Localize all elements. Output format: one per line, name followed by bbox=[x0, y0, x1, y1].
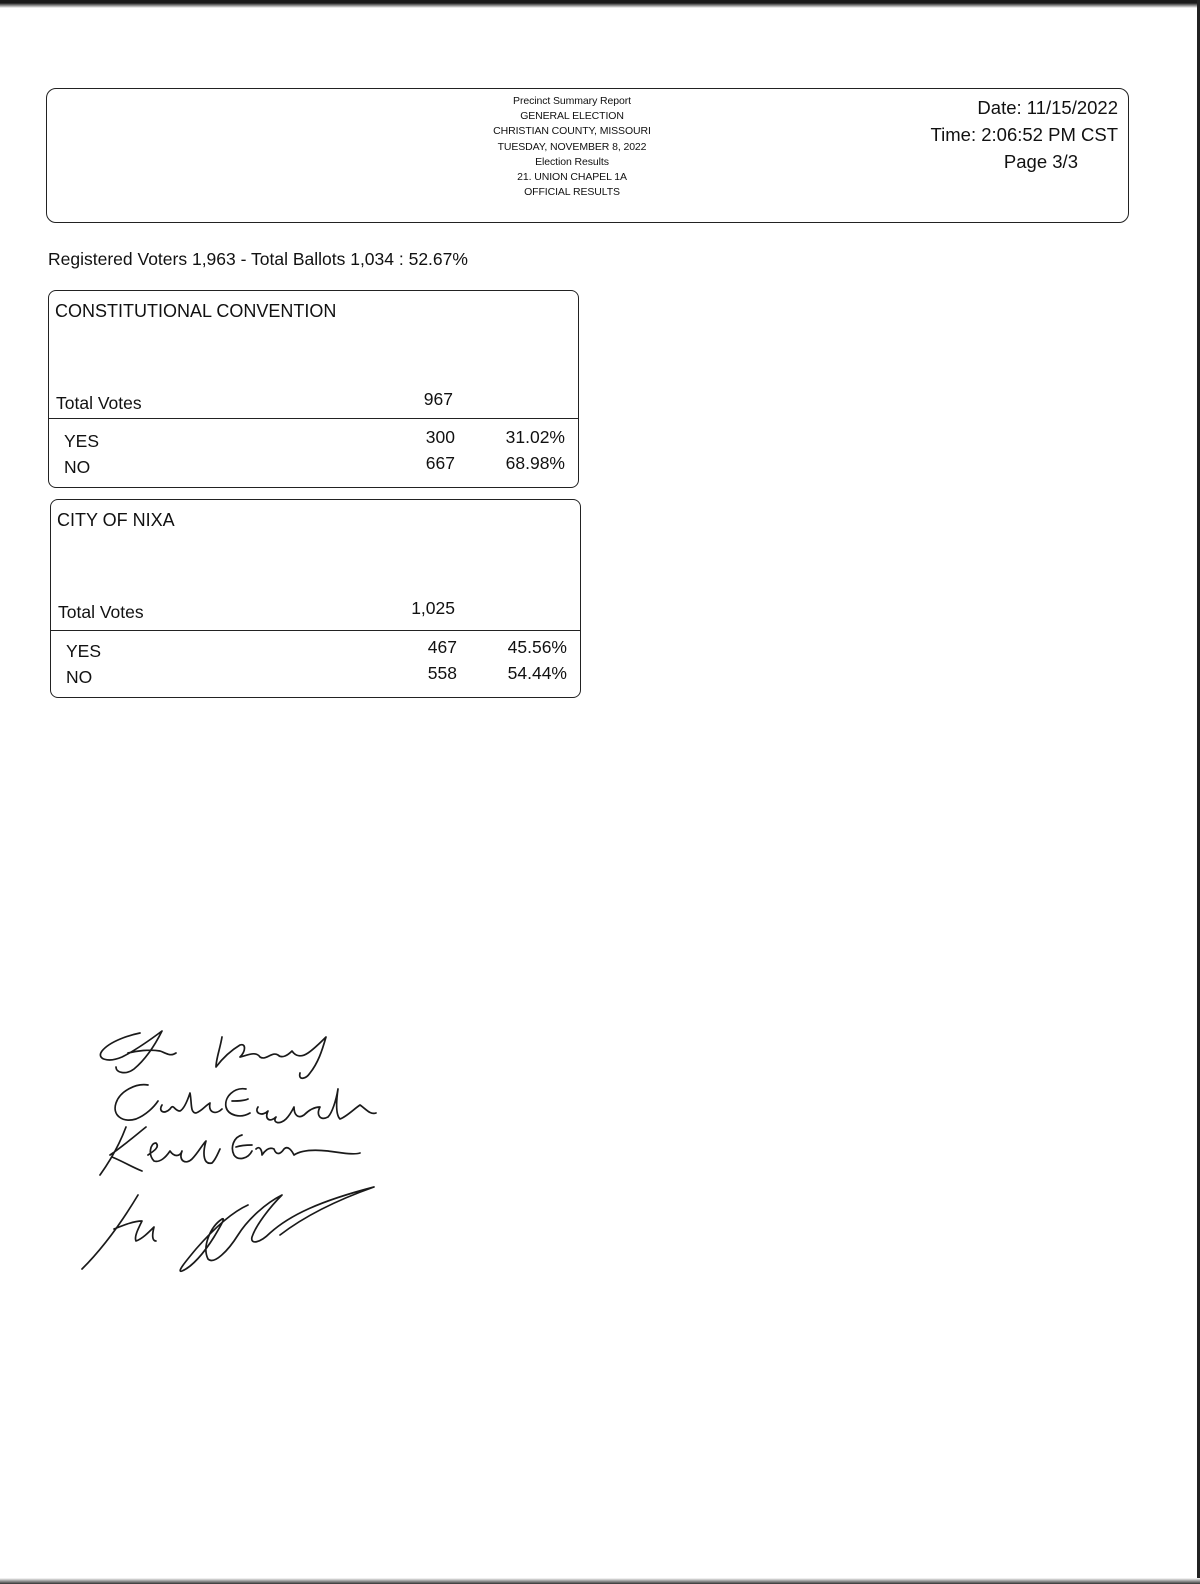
contest-title: CITY OF NIXA bbox=[57, 510, 175, 530]
scan-edge-bottom bbox=[0, 1578, 1200, 1584]
election-date: TUESDAY, NOVEMBER 8, 2022 bbox=[497, 140, 647, 153]
report-meta bbox=[858, 94, 1118, 175]
choice-votes: 667 bbox=[425, 453, 455, 473]
choice-votes: 558 bbox=[427, 663, 457, 683]
total-votes-row bbox=[51, 596, 580, 626]
choice-label: YES bbox=[66, 641, 102, 661]
signatures-block bbox=[70, 1015, 450, 1285]
report-title: Precinct Summary Report bbox=[513, 95, 631, 107]
report-title-block bbox=[377, 94, 767, 200]
total-votes-value: 1,025 bbox=[411, 598, 455, 618]
contest-box-city-of-nixa bbox=[50, 499, 581, 698]
county-name: CHRISTIAN COUNTY, MISSOURI bbox=[493, 125, 651, 138]
report-header-box bbox=[46, 88, 1129, 223]
signature-1 bbox=[100, 1031, 326, 1078]
contest-box-constitutional-convention bbox=[48, 290, 579, 488]
results-status: OFFICIAL RESULTS bbox=[524, 186, 620, 199]
contest-divider bbox=[49, 418, 578, 419]
choice-percent: 31.02% bbox=[505, 427, 565, 447]
scan-edge-top bbox=[0, 0, 1200, 8]
choice-percent: 45.56% bbox=[507, 637, 567, 657]
results-label: Election Results bbox=[535, 155, 609, 168]
choice-percent: 68.98% bbox=[505, 453, 565, 473]
report-date: Date: 11/15/2022 bbox=[977, 97, 1118, 118]
turnout-summary: Registered Voters 1,963 - Total Ballots 1,034 : 52.67% bbox=[48, 249, 468, 269]
choice-percent: 54.44% bbox=[507, 663, 567, 683]
choice-label: NO bbox=[66, 667, 93, 687]
choice-row-no bbox=[51, 663, 580, 689]
signature-2 bbox=[115, 1085, 376, 1123]
total-votes-label: Total Votes bbox=[58, 602, 144, 622]
report-time: Time: 2:06:52 PM CST bbox=[930, 124, 1118, 145]
total-votes-label: Total Votes bbox=[56, 393, 142, 413]
total-votes-value: 967 bbox=[423, 389, 453, 409]
choice-label: NO bbox=[64, 457, 91, 477]
choice-label: YES bbox=[64, 431, 100, 451]
signature-4 bbox=[82, 1187, 374, 1271]
choice-row-yes bbox=[51, 637, 580, 663]
signature-3 bbox=[100, 1127, 360, 1175]
choice-votes: 300 bbox=[425, 427, 455, 447]
contest-title: CONSTITUTIONAL CONVENTION bbox=[55, 301, 337, 321]
choice-row-no bbox=[49, 453, 578, 479]
page-number: Page 3/3 bbox=[1003, 151, 1078, 172]
choice-row-yes bbox=[49, 427, 578, 453]
contest-divider bbox=[51, 630, 580, 631]
choice-votes: 467 bbox=[427, 637, 457, 657]
precinct-name: 21. UNION CHAPEL 1A bbox=[517, 171, 627, 184]
total-votes-row bbox=[49, 387, 578, 417]
election-name: GENERAL ELECTION bbox=[520, 110, 624, 123]
